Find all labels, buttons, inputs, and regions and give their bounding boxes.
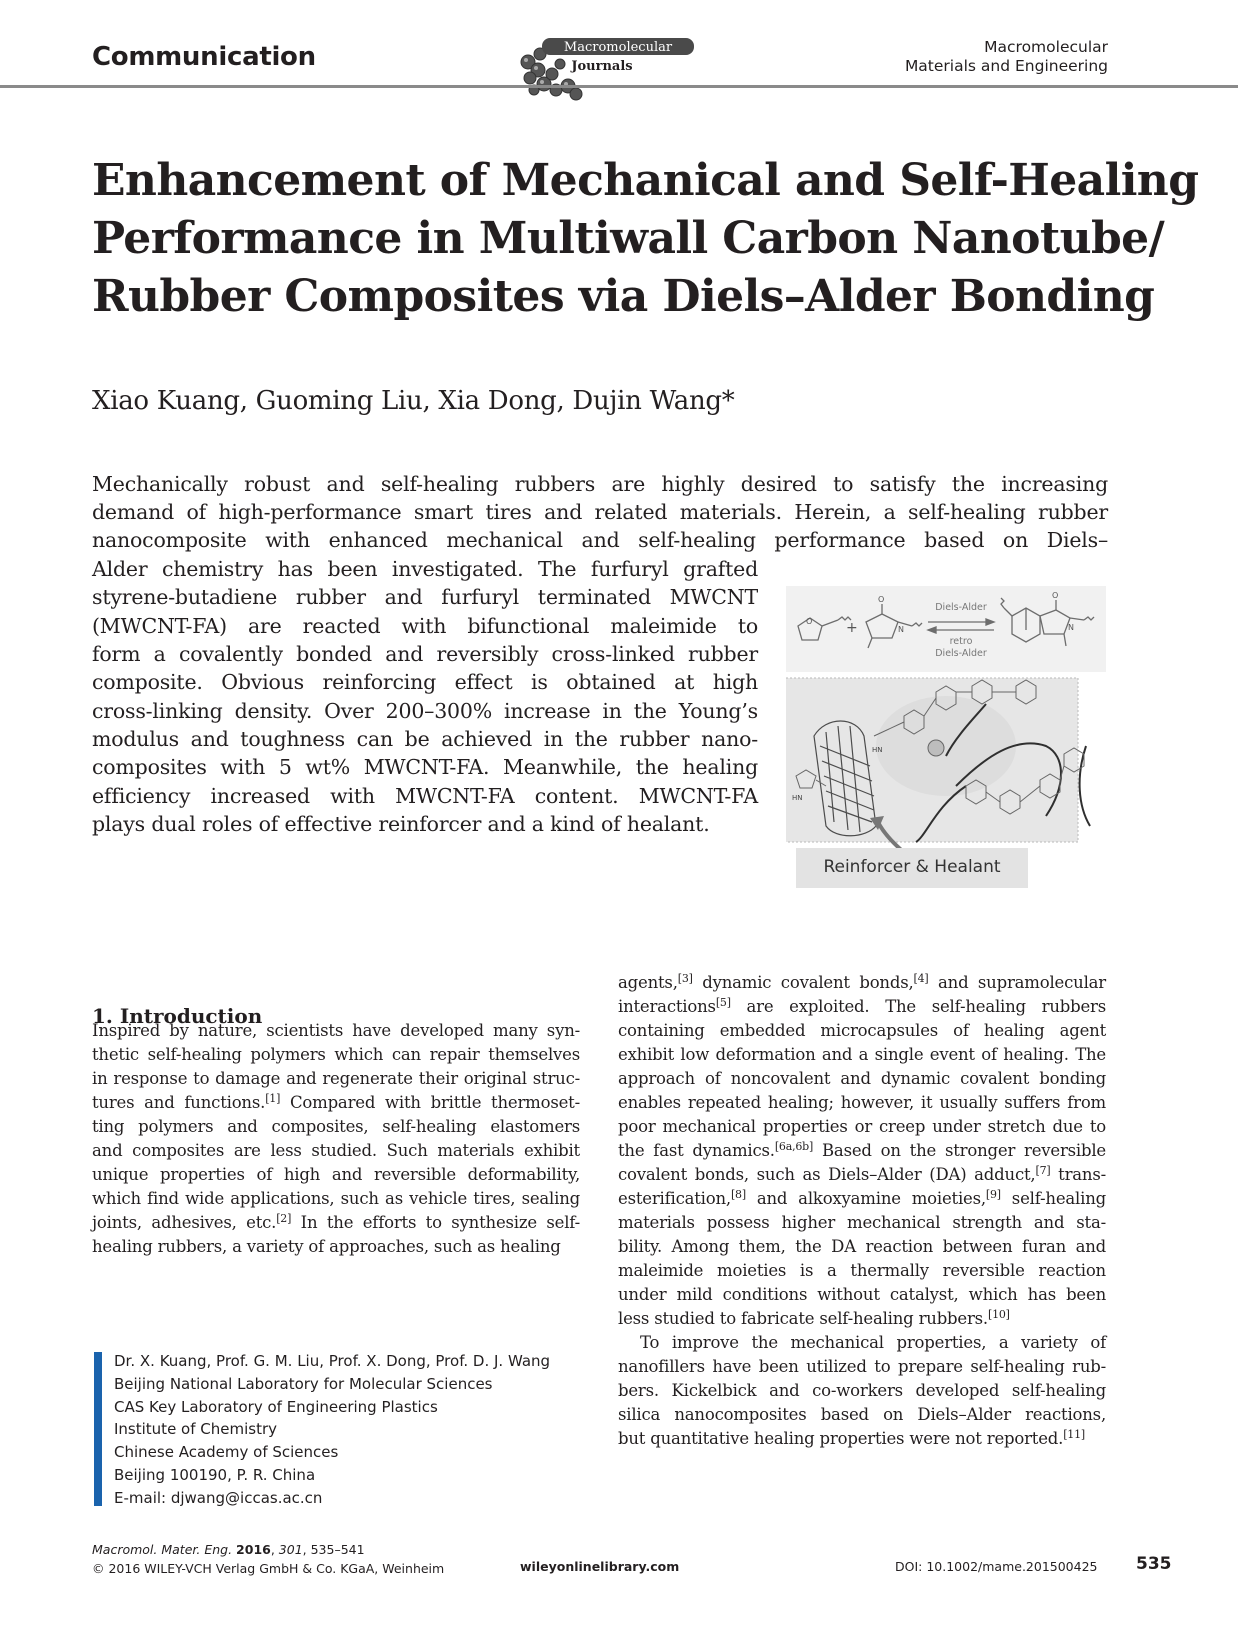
abstract-line: cross-linking density. Over 200–300% increase in the Young’s [92, 699, 758, 723]
affiliation-line: Beijing 100190, P. R. China [114, 1465, 316, 1484]
body-text-line [618, 1162, 1106, 1187]
text-run: less studied to fabricate self-healing rubbers. [618, 1309, 988, 1328]
citation-ref[interactable]: [10] [987, 1308, 1010, 1321]
text-run: maleimide moieties is a thermally reversible reaction [618, 1261, 1106, 1280]
body-text-line [618, 1138, 1106, 1163]
affiliation-line: Chinese Academy of Sciences [114, 1443, 339, 1462]
abstract-line: plays dual roles of effective reinforcer and a kind of healant. [92, 812, 710, 836]
logo-text-top: Macromolecular [563, 40, 673, 55]
atom-label: N [1068, 623, 1074, 632]
forward-reaction-label: Diels-Alder [935, 602, 987, 613]
text-run: dynamic covalent bonds, [692, 973, 914, 992]
body-text-line [618, 1282, 1106, 1307]
text-run: and supramolecular [928, 973, 1106, 992]
footer-copyright: © 2016 WILEY-VCH Verlag GmbH & Co. KGaA, Weinheim [92, 1561, 445, 1576]
body-text-line [618, 1186, 1106, 1211]
text-run: To improve the mechanical properties, a variety of [640, 1333, 1106, 1352]
header-rule [0, 85, 1238, 88]
footer-pages: , 535–541 [302, 1542, 365, 1557]
body-text-line [618, 994, 1106, 1019]
citation-ref[interactable]: [5] [715, 996, 731, 1009]
text-run: tures and functions. [92, 1093, 266, 1112]
text-run: trans- [1050, 1165, 1106, 1184]
title-line: Enhancement of Mechanical and Self-Healing [92, 155, 1199, 206]
text-run: bility. Among them, the DA reaction between furan and [618, 1237, 1106, 1256]
abstract-line: form a covalently bonded and reversibly cross-linked rubber [92, 642, 758, 666]
affiliation-block [114, 1350, 550, 1510]
footer-citation-line: Macromol. Mater. Eng. 2016, 301, 535–541 [92, 1542, 365, 1557]
retro-reaction-label-1: retro [949, 636, 973, 647]
body-text-line [618, 1378, 1106, 1403]
citation-ref[interactable]: [6a,6b] [774, 1140, 814, 1153]
atom-label: N [898, 625, 904, 634]
title-line: Rubber Composites via Diels–Alder Bonding [92, 271, 1155, 322]
body-text-line [92, 1042, 580, 1067]
text-run: under mild conditions without catalyst, which has been [618, 1285, 1106, 1304]
text-run: healing rubbers, a variety of approaches, such as healing [92, 1237, 561, 1256]
citation-ref[interactable]: [1] [265, 1092, 281, 1105]
text-run: the fast dynamics. [618, 1141, 775, 1160]
body-text-line [618, 1402, 1106, 1427]
text-run: approach of noncovalent and dynamic covalent bonding [618, 1069, 1106, 1088]
footer-website-link[interactable]: wileyonlinelibrary.com [520, 1559, 680, 1574]
journal-name-line1: Macromolecular [984, 38, 1108, 56]
text-run: thetic self-healing polymers which can repair themselves [92, 1045, 580, 1064]
citation-ref[interactable]: [9] [985, 1188, 1001, 1201]
body-text-line [618, 1258, 1106, 1283]
text-run: but quantitative healing properties were not reported. [618, 1429, 1064, 1448]
abstract-line: Mechanically robust and self-healing rubbers are highly desired to satisfy the increasing [92, 472, 1108, 496]
page-number: 535 [1136, 1554, 1172, 1574]
text-run: interactions [618, 997, 716, 1016]
abstract-line: (MWCNT-FA) are reacted with bifunctional maleimide to [92, 614, 758, 638]
body-text-line [618, 970, 1106, 995]
atom-label: HN [872, 746, 883, 754]
toc-graphic [786, 586, 1106, 918]
abstract-line: Alder chemistry has been investigated. The furfuryl grafted [92, 557, 758, 581]
citation-ref[interactable]: [11] [1063, 1428, 1085, 1441]
body-text-line [618, 1114, 1106, 1139]
macromolecular-journals-logo [516, 24, 696, 104]
text-run: materials possess higher mechanical strength and sta- [618, 1213, 1106, 1232]
body-text-line [618, 1018, 1106, 1043]
footer-journal: Macromol. Mater. Eng. [92, 1542, 233, 1557]
text-run: ting polymers and composites, self-healing elastomers [92, 1117, 580, 1136]
text-run: are exploited. The self-healing rubbers [730, 997, 1106, 1016]
body-text-line [618, 1306, 1106, 1331]
section-label: Communication [92, 42, 316, 72]
citation-ref[interactable]: [2] [276, 1212, 292, 1225]
text-run: and composites are less studied. Such materials exhibit [92, 1141, 580, 1160]
body-text-line [92, 1114, 580, 1139]
retro-reaction-label-2: Diels-Alder [935, 648, 987, 659]
text-run: Inspired by nature, scientists have developed many syn- [92, 1021, 580, 1040]
footer-year: 2016 [236, 1542, 271, 1557]
abstract-line: nanocomposite with enhanced mechanical and self-healing performance based on Diels– [92, 528, 1108, 552]
journal-name [905, 38, 1108, 76]
text-run: joints, adhesives, etc. [92, 1213, 277, 1232]
atom-label: HN [792, 794, 803, 802]
footer-citation [92, 1540, 444, 1578]
text-run: poor mechanical properties or creep under stretch due to [618, 1117, 1106, 1136]
text-run: and alkoxyamine moieties, [745, 1189, 986, 1208]
text-run: bers. Kickelbick and co-workers developed self-healing [618, 1381, 1106, 1400]
author-list: Xiao Kuang, Guoming Liu, Xia Dong, Dujin Wang* [92, 386, 735, 416]
abstract-line: demand of high-performance smart tires and related materials. Herein, a self-healing rubber [92, 500, 1108, 524]
atom-label: O [806, 617, 813, 626]
body-text-line [618, 1066, 1106, 1091]
logo-text-bottom: Journals [571, 59, 633, 74]
footer-doi[interactable]: DOI: 10.1002/mame.201500425 [895, 1559, 1098, 1574]
body-text-line [92, 1186, 580, 1211]
abstract-line: composite. Obvious reinforcing effect is obtained at high [92, 670, 758, 694]
text-run: enables repeated healing; however, it usually suffers from [618, 1093, 1106, 1112]
atom-label: O [878, 595, 885, 604]
text-run: self-healing [1000, 1189, 1106, 1208]
text-run: in response to damage and regenerate their original struc- [92, 1069, 580, 1088]
body-text-line [618, 1090, 1106, 1115]
text-run: containing embedded microcapsules of healing agent [618, 1021, 1106, 1040]
text-run: agents, [618, 973, 678, 992]
body-text-line [92, 1234, 580, 1259]
text-run: Compared with brittle thermoset- [280, 1093, 580, 1112]
citation-ref[interactable]: [4] [913, 972, 929, 985]
affiliation-line: Institute of Chemistry [114, 1420, 278, 1439]
affiliation-line: Beijing National Laboratory for Molecular Sciences [114, 1374, 493, 1393]
body-text-line [92, 1066, 580, 1091]
abstract-line: modulus and toughness can be achieved in the rubber nano- [92, 727, 758, 751]
citation-ref[interactable]: [3] [677, 972, 693, 985]
graphic-caption: Reinforcer & Healant [823, 857, 1001, 877]
text-run: unique properties of high and reversible deformability, [92, 1165, 580, 1184]
text-run: which find wide applications, such as vehicle tires, sealing [92, 1189, 580, 1208]
body-text-line [618, 1210, 1106, 1235]
footer-volume: 301 [278, 1542, 303, 1557]
text-run: nanofillers have been utilized to prepare self-healing rub- [618, 1357, 1106, 1376]
body-text-line [618, 1354, 1106, 1379]
body-text-line [618, 1330, 1106, 1355]
citation-ref[interactable]: [7] [1035, 1164, 1051, 1177]
text-run: silica nanocomposites based on Diels–Alder reactions, [618, 1405, 1106, 1424]
body-text-line [92, 1138, 580, 1163]
body-text-line [618, 1234, 1106, 1259]
article-title [92, 152, 1199, 326]
text-run: esterification, [618, 1189, 731, 1208]
text-run: Based on the stronger reversible [813, 1141, 1106, 1160]
abstract-line: styrene-butadiene rubber and furfuryl terminated MWCNT [92, 585, 758, 609]
citation-ref[interactable]: [8] [730, 1188, 746, 1201]
text-run: exhibit low deformation and a single event of healing. The [618, 1045, 1106, 1064]
affiliation-bar [94, 1352, 102, 1506]
body-text-line [618, 1042, 1106, 1067]
affiliation-email[interactable]: E-mail: djwang@iccas.ac.cn [114, 1488, 323, 1507]
atom-label: O [1052, 591, 1059, 600]
affiliation-line: CAS Key Laboratory of Engineering Plastics [114, 1397, 438, 1416]
body-text-line [92, 1162, 580, 1187]
body-text-line [92, 1210, 580, 1235]
abstract-line: composites with 5 wt% MWCNT-FA. Meanwhile, the healing [92, 755, 758, 779]
body-text-line [92, 1090, 580, 1115]
journal-name-line2: Materials and Engineering [904, 57, 1108, 75]
plus-sign: + [846, 620, 858, 636]
text-run: In the efforts to synthesize self- [291, 1213, 580, 1232]
body-text-line [92, 1018, 580, 1043]
abstract-line: efficiency increased with MWCNT-FA content. MWCNT-FA [92, 784, 758, 808]
title-line: Performance in Multiwall Carbon Nanotube/ [92, 213, 1165, 264]
affiliation-line: Dr. X. Kuang, Prof. G. M. Liu, Prof. X. Dong, Prof. D. J. Wang [114, 1352, 551, 1370]
text-run: covalent bonds, such as Diels–Alder (DA) adduct, [618, 1165, 1036, 1184]
section-heading-introduction: 1. Introduction [92, 1004, 263, 1028]
body-text-line [618, 1426, 1106, 1451]
